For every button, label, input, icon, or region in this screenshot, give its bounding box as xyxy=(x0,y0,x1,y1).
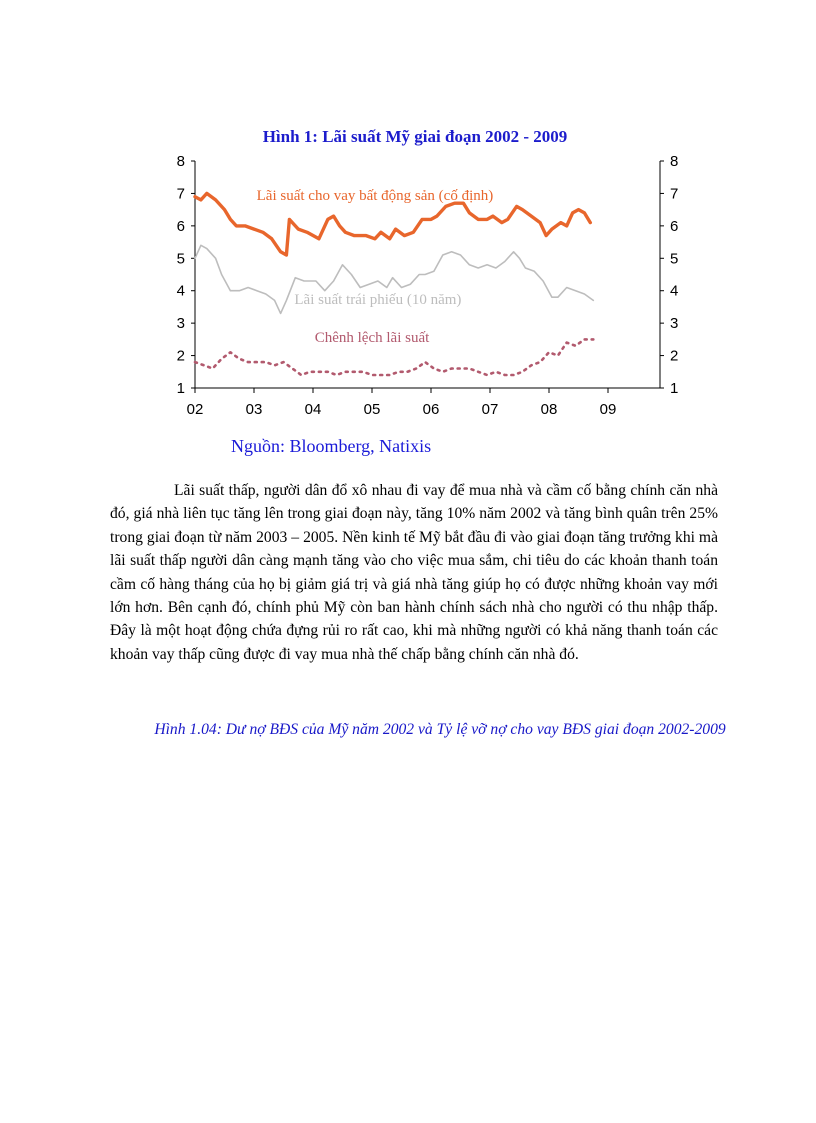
interest-rate-chart xyxy=(0,0,816,430)
y-tick-label-left: 1 xyxy=(176,380,185,397)
x-tick-label: 05 xyxy=(363,401,381,418)
y-tick-label-right: 7 xyxy=(670,185,679,203)
figure-source: Nguồn: Bloomberg, Natixis xyxy=(231,436,432,456)
body-paragraph: Lãi suất thấp, người dân đổ xô nhau đi vay để mua nhà và cầm cố bằng chính căn nhà đó, giá nhà liên tục tăng lên trong giai đoạn này, tăng 10% năm 2002 và tăng bình quân trên 25% trong giai đoạn từ năm 2003 – 2005. Nền kinh tế Mỹ bắt đầu đi vào giai đoạn tăng trưởng khi mà lãi suất thấp người dân càng mạnh tăng vào cho việc mua sắm, chi tiêu do các khoản thanh toán cầm cố hàng tháng của họ bị giảm giá trị và giá nhà tăng giúp họ có được những khoản vay mới lớn hơn. Bên cạnh đó, chính phủ Mỹ còn ban hành chính sách nhà cho người có thu nhập thấp. Đây là một hoạt động chứa đựng rủi ro rất cao, khi mà những người có khả năng thanh toán các khoản vay thấp cũng được đi vay mua nhà thế chấp bằng chính căn nhà đó. xyxy=(110,482,718,663)
y-tick-label-left: 2 xyxy=(176,347,185,365)
series-label-2: Chênh lệch lãi suất xyxy=(314,329,430,346)
series-label-0: Lãi suất cho vay bất động sản (cố định) xyxy=(256,188,494,205)
x-tick-label: 07 xyxy=(481,401,499,418)
series-label-1: Lãi suất trái phiếu (10 năm) xyxy=(294,291,462,308)
y-tick-label-right: 4 xyxy=(670,282,679,300)
y-tick-label-left: 4 xyxy=(176,282,185,300)
y-tick-label-left: 7 xyxy=(176,185,185,203)
figure-caption: Hình 1.04: Dư nợ BĐS của Mỹ năm 2002 và Tỷ lệ vỡ nợ cho vay BĐS giai đoạn 2002-2009 xyxy=(154,721,726,738)
y-tick-label-right: 6 xyxy=(670,217,679,235)
y-tick-label-right: 3 xyxy=(670,315,679,333)
y-tick-label-right: 1 xyxy=(670,380,679,397)
y-tick-label-right: 8 xyxy=(670,153,679,170)
x-tick-label: 04 xyxy=(304,401,322,418)
y-tick-label-left: 5 xyxy=(176,250,185,268)
x-tick-label: 03 xyxy=(245,401,263,418)
y-tick-label-right: 2 xyxy=(670,347,679,365)
y-tick-label-right: 5 xyxy=(670,250,679,268)
chart-series-labels xyxy=(257,188,494,346)
y-tick-label-left: 3 xyxy=(176,315,185,333)
x-tick-label: 02 xyxy=(186,401,204,418)
x-tick-label: 06 xyxy=(422,401,440,418)
chart-title: Hình 1: Lãi suất Mỹ giai đoạn 2002 - 2009 xyxy=(262,127,568,146)
y-tick-label-left: 8 xyxy=(176,153,185,170)
chart-series xyxy=(195,193,593,375)
y-tick-label-left: 6 xyxy=(176,217,185,235)
x-tick-label: 08 xyxy=(540,401,558,418)
x-tick-label: 09 xyxy=(599,401,617,418)
